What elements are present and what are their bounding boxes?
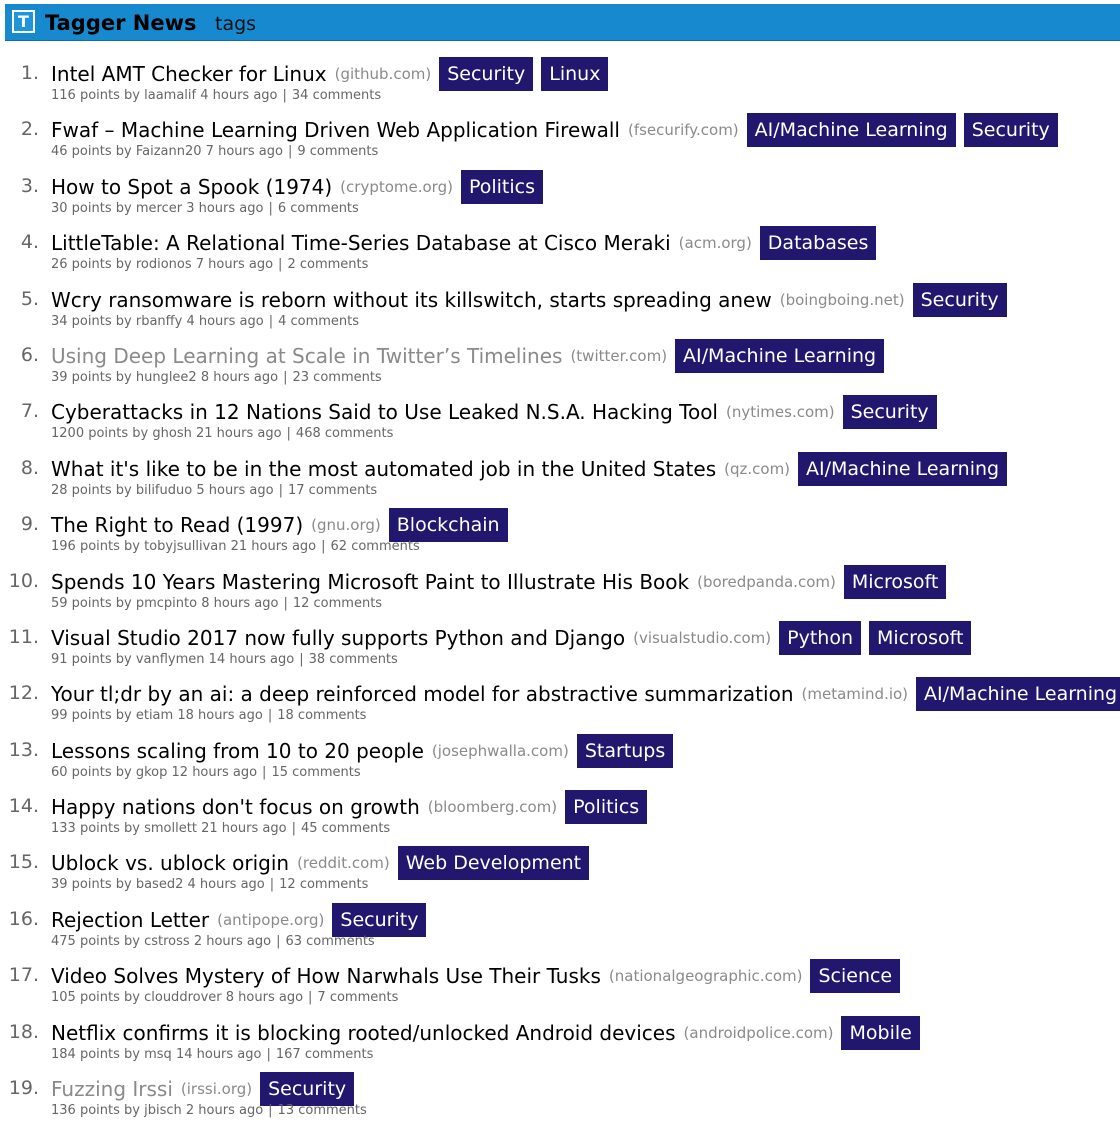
story-comments-link[interactable]: 4 comments [278, 313, 360, 329]
story-item [0, 394, 1120, 450]
tag-button[interactable]: Security [332, 903, 426, 937]
story-domain[interactable]: (antipope.org) [217, 910, 325, 929]
story-item [0, 564, 1120, 620]
by-label: by [115, 144, 132, 160]
story-title-row [51, 1016, 920, 1050]
story-title-link[interactable]: LittleTable: A Relational Time-Series Database at Cisco Meraki [51, 231, 671, 256]
tag-button[interactable]: Security [964, 113, 1058, 147]
story-domain[interactable]: (reddit.com) [297, 854, 390, 873]
story-rank: 17. [8, 964, 39, 987]
story-subtext [51, 426, 393, 442]
story-points: 46 points [51, 144, 112, 160]
separator: | [268, 313, 274, 329]
tag-button[interactable]: Security [843, 395, 937, 429]
story-subtext [51, 144, 378, 160]
by-label: by [124, 1103, 140, 1119]
separator: | [283, 369, 288, 385]
story-title-link[interactable]: How to Spot a Spook (1974) [51, 174, 333, 199]
by-label: by [115, 595, 132, 611]
story-points: 196 points [51, 539, 120, 555]
story-title-link[interactable]: Your tl;dr by an ai: a deep reinforced model for abstractive summarization [51, 682, 794, 707]
story-subtext [51, 934, 375, 950]
story-points: 39 points [51, 369, 112, 385]
tag-button[interactable]: AI/Machine Learning [747, 113, 956, 147]
story-domain[interactable]: (nytimes.com) [726, 403, 835, 422]
story-author-link[interactable]: msq [144, 1046, 172, 1062]
story-author-link[interactable]: gkop [135, 764, 168, 780]
story-item [0, 789, 1120, 845]
tag-button[interactable]: Mobile [841, 1016, 919, 1050]
story-domain[interactable]: (acm.org) [678, 234, 752, 253]
story-subtext [51, 370, 382, 386]
story-item [0, 1071, 1120, 1127]
separator: | [269, 877, 275, 893]
story-points: 60 points [51, 764, 112, 780]
story-age-link[interactable]: 4 hours ago [200, 88, 278, 103]
story-item [0, 225, 1120, 281]
story-comments-link[interactable]: 38 comments [308, 651, 398, 667]
by-label: by [115, 369, 132, 385]
story-title-row [51, 959, 900, 993]
story-domain[interactable]: (boredpanda.com) [697, 572, 836, 591]
story-title-row [51, 283, 1007, 317]
story-comments-link[interactable]: 13 comments [277, 1103, 367, 1119]
story-title-link[interactable]: Happy nations don't focus on growth [51, 795, 420, 820]
story-item [0, 620, 1120, 676]
story-subtext [51, 821, 390, 837]
story-comments-link[interactable]: 468 comments [295, 426, 394, 442]
story-title-row [51, 790, 647, 824]
story-comments-link[interactable]: 15 comments [271, 764, 361, 780]
story-domain[interactable]: (fsecurify.com) [627, 121, 739, 140]
story-rank: 7. [20, 400, 39, 423]
story-title-link[interactable]: Cyberattacks in 12 Nations Said to Use Leaked N.S.A. Hacking Tool [51, 400, 718, 425]
by-label: by [124, 821, 140, 837]
story-subtext [51, 1047, 373, 1063]
tag-button[interactable]: Microsoft [844, 565, 946, 599]
story-rank: 8. [20, 456, 39, 479]
story-rank: 14. [8, 795, 39, 818]
story-comments-link[interactable]: 9 comments [297, 144, 379, 160]
story-comments-link[interactable]: 7 comments [317, 990, 399, 1006]
story-points: 91 points [51, 651, 112, 667]
story-author-link[interactable]: rodionos [135, 257, 192, 273]
tag-button[interactable]: Web Development [398, 846, 589, 880]
story-rank: 12. [8, 682, 39, 705]
story-domain[interactable]: (visualstudio.com) [633, 628, 772, 647]
story-title-link[interactable]: Rejection Letter [51, 907, 210, 932]
by-label: by [115, 877, 132, 893]
story-age-link[interactable]: 21 hours ago [201, 821, 287, 837]
story-age-link[interactable]: 21 hours ago [196, 426, 282, 442]
story-comments-link[interactable]: 62 comments [330, 539, 420, 555]
story-item [0, 56, 1120, 112]
story-comments-link[interactable]: 34 comments [291, 88, 382, 103]
story-age-link[interactable]: 5 hours ago [196, 482, 274, 498]
story-domain[interactable]: (metamind.io) [801, 685, 909, 704]
story-age-link[interactable]: 8 hours ago [200, 369, 279, 385]
story-title-link[interactable]: Visual Studio 2017 now fully supports Python and Django [51, 625, 626, 650]
story-points: 136 points [51, 1103, 120, 1119]
by-label: by [124, 539, 140, 555]
story-item [0, 1015, 1120, 1071]
story-subtext [51, 765, 361, 781]
story-title-link[interactable]: Spends 10 Years Mastering Microsoft Paint to Illustrate His Book [51, 569, 690, 594]
story-author-link[interactable]: vanflymen [135, 651, 205, 667]
story-age-link[interactable]: 18 hours ago [177, 708, 263, 724]
story-points: 133 points [51, 821, 120, 837]
story-domain[interactable]: (twitter.com) [570, 346, 668, 365]
story-comments-link[interactable]: 45 comments [300, 821, 391, 837]
story-age-link[interactable]: 21 hours ago [230, 539, 317, 555]
story-points: 99 points [51, 708, 112, 724]
story-item [0, 451, 1120, 507]
story-author-link[interactable]: ghosh [152, 426, 192, 442]
story-rank: 15. [8, 851, 39, 874]
tag-button[interactable]: Linux [541, 57, 608, 91]
story-rank: 1. [20, 62, 39, 84]
tag-button[interactable]: Science [810, 959, 900, 993]
story-title-row [51, 395, 937, 429]
separator: | [299, 651, 304, 667]
tag-button[interactable]: Politics [565, 790, 647, 824]
story-author-link[interactable]: cstross [144, 933, 190, 949]
story-title-link[interactable]: Using Deep Learning at Scale in Twitter’s Timelines [51, 343, 563, 368]
story-item [0, 733, 1120, 789]
story-domain[interactable]: (irssi.org) [180, 1080, 253, 1099]
separator: | [268, 200, 273, 216]
story-domain[interactable]: (github.com) [334, 65, 432, 83]
by-label: by [115, 482, 132, 498]
story-title-link[interactable]: Fwaf – Machine Learning Driven Web Application Firewall [51, 118, 620, 143]
story-author-link[interactable]: tobyjsullivan [144, 539, 227, 555]
separator: | [268, 1103, 273, 1119]
story-domain[interactable]: (cryptome.org) [340, 177, 453, 196]
story-rank: 16. [8, 907, 39, 930]
tag-button[interactable]: Security [260, 1072, 354, 1106]
story-domain[interactable]: (nationalgeographic.com) [608, 967, 803, 986]
story-rank: 11. [8, 625, 39, 648]
story-item [0, 902, 1120, 958]
story-domain[interactable]: (gnu.org) [311, 516, 381, 535]
story-title-row [51, 734, 673, 768]
story-comments-link[interactable]: 12 comments [292, 595, 383, 611]
separator: | [278, 482, 283, 498]
separator: | [282, 88, 287, 103]
story-item [0, 112, 1120, 168]
story-rank: 2. [20, 118, 39, 141]
story-subtext [51, 314, 359, 330]
story-title-link[interactable]: Video Solves Mystery of How Narwhals Use Their Tusks [51, 964, 601, 989]
site-logo[interactable]: T [12, 10, 35, 33]
tag-button[interactable]: Startups [577, 734, 673, 768]
story-points: 34 points [51, 313, 112, 329]
story-points: 30 points [51, 200, 112, 216]
tag-button[interactable]: Microsoft [869, 621, 971, 655]
story-subtext [51, 88, 381, 104]
separator: | [276, 933, 281, 949]
story-age-link[interactable]: 3 hours ago [186, 200, 264, 216]
separator: | [291, 821, 296, 837]
story-author-link[interactable]: smollett [144, 821, 197, 837]
tag-button[interactable]: Security [439, 57, 533, 91]
story-item [0, 282, 1120, 338]
story-domain[interactable]: (androidpolice.com) [683, 1023, 834, 1042]
story-author-link[interactable]: based2 [135, 877, 184, 893]
story-item [0, 676, 1120, 732]
story-age-link[interactable]: 2 hours ago [193, 933, 272, 949]
story-subtext [51, 877, 368, 893]
story-age-link[interactable]: 7 hours ago [205, 144, 283, 160]
story-title-row [51, 846, 589, 880]
tag-button[interactable]: AI/Machine Learning [798, 452, 1007, 486]
story-author-link[interactable]: Faizann20 [135, 144, 202, 160]
story-age-link[interactable]: 8 hours ago [201, 595, 279, 611]
story-age-link[interactable]: 14 hours ago [175, 1046, 262, 1062]
story-title-link[interactable]: The Right to Read (1997) [51, 513, 304, 538]
story-list [0, 56, 1120, 1127]
story-subtext [51, 990, 398, 1006]
story-age-link[interactable]: 2 hours ago [185, 1103, 264, 1119]
story-item [0, 507, 1120, 563]
story-comments-link[interactable]: 63 comments [285, 933, 375, 949]
story-author-link[interactable]: jbisch [144, 1103, 182, 1119]
separator: | [321, 539, 326, 555]
story-comments-link[interactable]: 18 comments [277, 708, 367, 724]
story-title-row [51, 1072, 354, 1106]
story-age-link[interactable]: 4 hours ago [187, 877, 265, 893]
story-title-row [51, 903, 426, 937]
story-title-row [51, 508, 508, 542]
story-title-link[interactable]: Wcry ransomware is reborn without its killswitch, starts spreading anew [51, 287, 772, 312]
story-title-link[interactable]: Netflix confirms it is blocking rooted/unlocked Android devices [51, 1020, 676, 1045]
by-label: by [132, 426, 149, 442]
story-subtext [51, 483, 377, 499]
story-title-row [51, 57, 608, 91]
story-points: 26 points [51, 257, 112, 273]
by-label: by [115, 200, 132, 216]
story-title-row [51, 339, 884, 373]
story-domain[interactable]: (josephwalla.com) [431, 741, 569, 760]
story-comments-link[interactable]: 6 comments [277, 200, 359, 216]
story-points: 39 points [51, 877, 112, 893]
story-subtext [51, 539, 420, 555]
story-age-link[interactable]: 12 hours ago [171, 764, 258, 780]
by-label: by [115, 257, 132, 273]
story-points: 184 points [51, 1046, 120, 1062]
story-author-link[interactable]: rbanffy [135, 313, 183, 329]
by-label: by [124, 933, 140, 949]
story-title-row [51, 452, 1007, 486]
story-points: 475 points [51, 933, 120, 949]
story-domain[interactable]: (bloomberg.com) [427, 798, 558, 817]
by-label: by [115, 651, 132, 667]
story-subtext [51, 596, 382, 612]
tag-button[interactable]: AI/Machine Learning [916, 677, 1120, 711]
story-author-link[interactable]: pmcpinto [135, 595, 198, 611]
separator: | [286, 426, 291, 442]
by-label: by [115, 764, 132, 780]
story-rank: 3. [20, 174, 39, 197]
header-bar [5, 4, 1120, 41]
story-author-link[interactable]: mercer [135, 200, 183, 216]
story-title-row [51, 621, 971, 655]
tag-button[interactable]: Security [913, 283, 1007, 317]
story-title-row [51, 170, 543, 204]
story-subtext [51, 201, 359, 217]
story-author-link[interactable]: clouddrover [144, 990, 222, 1006]
story-age-link[interactable]: 7 hours ago [195, 257, 274, 273]
story-title-link[interactable]: What it's like to be in the most automated job in the United States [51, 456, 717, 481]
story-comments-link[interactable]: 23 comments [292, 369, 382, 385]
story-rank: 18. [8, 1020, 39, 1043]
story-rank: 10. [8, 569, 39, 592]
separator: | [262, 764, 267, 780]
story-author-link[interactable]: laamalif [144, 88, 197, 103]
by-label: by [124, 88, 140, 103]
story-points: 105 points [51, 990, 120, 1006]
by-label: by [124, 1046, 140, 1062]
story-comments-link[interactable]: 2 comments [287, 257, 369, 273]
story-rank: 13. [8, 738, 39, 761]
story-title-row [51, 565, 946, 599]
story-subtext [51, 652, 398, 668]
story-points: 59 points [51, 595, 112, 611]
separator: | [308, 990, 313, 1006]
story-points: 116 points [51, 88, 120, 103]
by-label: by [115, 708, 132, 724]
nav-tags-link[interactable]: tags [215, 13, 257, 35]
story-subtext [51, 257, 368, 273]
story-domain[interactable]: (qz.com) [724, 459, 791, 478]
story-age-link[interactable]: 14 hours ago [208, 651, 295, 667]
separator: | [267, 708, 273, 724]
story-item [0, 845, 1120, 901]
story-author-link[interactable]: etiam [135, 708, 174, 724]
story-age-link[interactable]: 8 hours ago [225, 990, 304, 1006]
story-title-link[interactable]: Ublock vs. ublock origin [51, 851, 290, 876]
story-title-link[interactable]: Intel AMT Checker for Linux [51, 62, 327, 86]
story-domain[interactable]: (boingboing.net) [779, 290, 905, 309]
separator: | [266, 1046, 271, 1062]
story-item [0, 958, 1120, 1014]
tag-button[interactable]: Databases [760, 226, 877, 260]
story-subtext [51, 708, 366, 724]
site-title[interactable]: Tagger News [45, 11, 197, 35]
tag-button[interactable]: Blockchain [389, 508, 508, 542]
story-rank: 19. [8, 1077, 39, 1100]
separator: | [278, 257, 283, 273]
story-rank: 4. [20, 231, 39, 254]
story-comments-link[interactable]: 17 comments [288, 482, 378, 498]
story-rank: 6. [20, 343, 39, 366]
separator: | [287, 144, 293, 160]
story-points: 1200 points [51, 426, 129, 442]
tag-button[interactable]: Politics [461, 170, 543, 204]
story-author-link[interactable]: bilifuduo [135, 482, 193, 498]
story-comments-link[interactable]: 167 comments [275, 1046, 374, 1062]
story-comments-link[interactable]: 12 comments [279, 877, 369, 893]
story-title-row [51, 113, 1058, 147]
story-title-link[interactable]: Fuzzing Irssi [51, 1077, 173, 1102]
story-points: 28 points [51, 482, 112, 498]
story-rank: 9. [20, 513, 39, 536]
story-subtext [51, 1103, 367, 1119]
tag-button[interactable]: Python [779, 621, 861, 655]
tag-button[interactable]: AI/Machine Learning [675, 339, 884, 373]
story-author-link[interactable]: hunglee2 [135, 369, 197, 385]
story-age-link[interactable]: 4 hours ago [186, 313, 264, 329]
story-title-row [51, 226, 876, 260]
by-label: by [115, 313, 132, 329]
separator: | [283, 595, 288, 611]
story-item [0, 338, 1120, 394]
story-title-link[interactable]: Lessons scaling from 10 to 20 people [51, 738, 424, 763]
story-rank: 5. [20, 287, 39, 310]
by-label: by [124, 990, 140, 1006]
story-item [0, 169, 1120, 225]
story-title-row [51, 677, 1120, 711]
